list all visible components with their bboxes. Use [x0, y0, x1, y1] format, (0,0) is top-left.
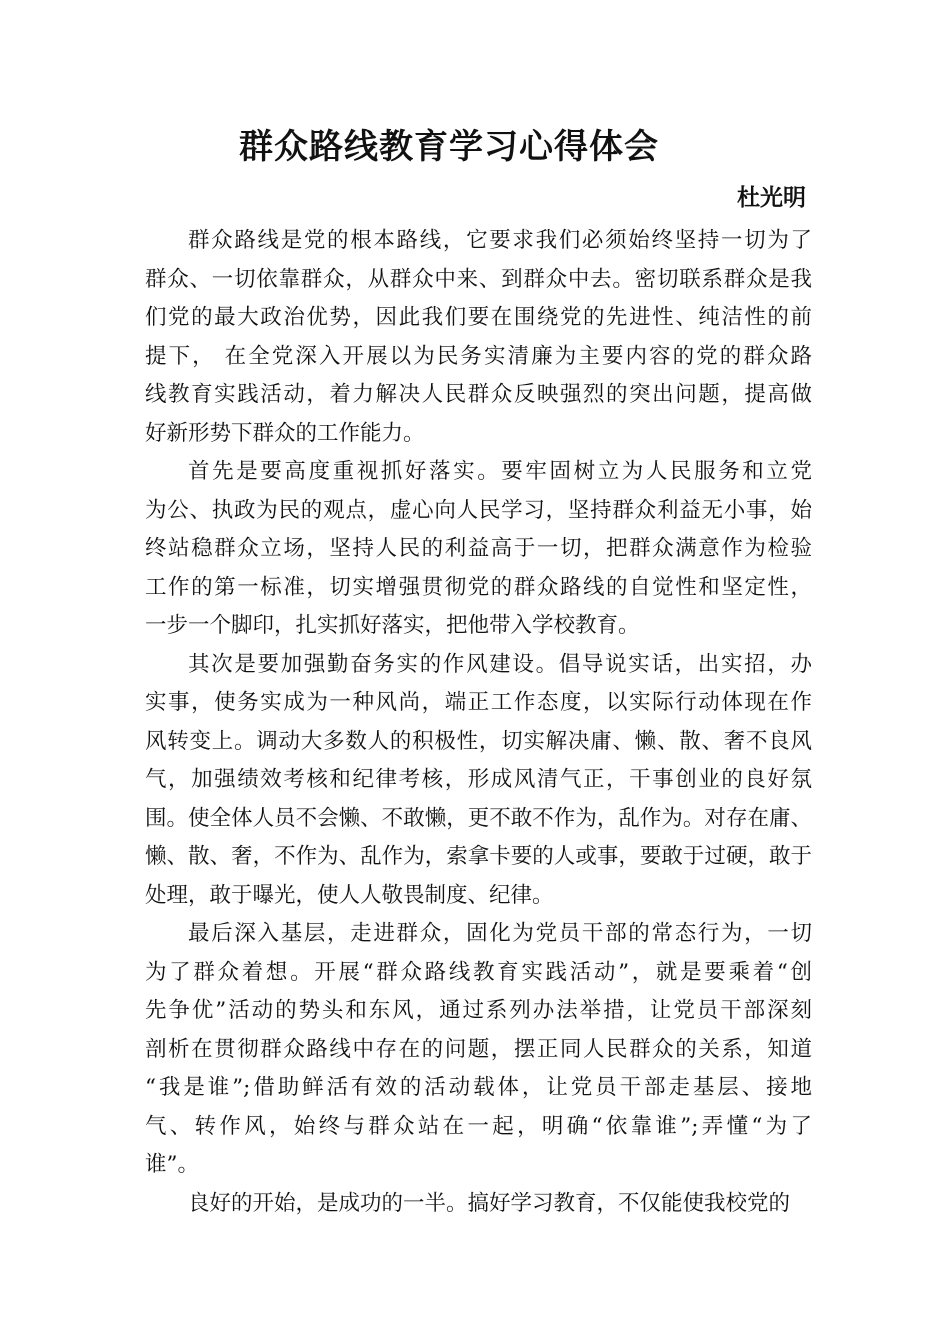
paragraph-line: 线教育实践活动，着力解决人民群众反映强烈的突出问题，提高做 — [145, 382, 812, 407]
paragraph-line: “我是谁”;借助鲜活有效的活动载体，让党员干部走基层、接地 — [145, 1075, 812, 1100]
paragraph-line: 提下， 在全党深入开展以为民务实清廉为主要内容的党的群众路 — [145, 343, 812, 369]
paragraph-line: 剖析在贯彻群众路线中存在的问题，摆正同人民群众的关系，知道 — [145, 1036, 812, 1062]
paragraph-line: 处理，敢于曝光，使人人敬畏制度、纪律。 — [145, 882, 554, 908]
paragraph-line: 终站稳群众立场，坚持人民的利益高于一切，把群众满意作为检验 — [145, 536, 812, 561]
paragraph-line: 实事，使务实成为一种风尚，端正工作态度，以实际行动体现在作 — [145, 690, 812, 715]
paragraph-line: 围。使全体人员不会懒、不敢懒，更不敢不作为，乱作为。对存在庸、 — [145, 805, 812, 831]
body-paragraph — [145, 1185, 812, 1224]
document-body — [145, 222, 812, 1223]
body-paragraph — [145, 915, 812, 1185]
paragraph-line: 工作的第一标准，切实增强贯彻党的群众路线的自觉性和坚定性， — [145, 574, 812, 600]
paragraph-line: 为公、执政为民的观点，虚心向人民学习，坚持群众利益无小事，始 — [145, 497, 812, 523]
paragraph-line: 好新形势下群众的工作能力。 — [145, 420, 425, 446]
document-title: 群众路线教育学习心得体会 — [239, 127, 659, 167]
paragraph-line: 一步一个脚印，扎实抓好落实，把他带入学校教育。 — [145, 613, 640, 638]
paragraph-line: 首先是要高度重视抓好落实。要牢固树立为人民服务和立党 — [188, 459, 812, 484]
paragraph-line: 为了群众着想。开展“群众路线教育实践活动”，就是要乘着“创 — [145, 959, 812, 985]
paragraph-line: 风转变上。调动大多数人的积极性，切实解决庸、懒、散、奢不良风 — [145, 728, 812, 754]
paragraph-line: 气、转作风，始终与群众站在一起，明确“依靠谁”;弄懂“为了 — [145, 1113, 812, 1139]
body-paragraph — [145, 453, 812, 646]
paragraph-line: 群众路线是党的根本路线，它要求我们必须始终坚持一切为了 — [188, 228, 812, 253]
paragraph-line: 其次是要加强勤奋务实的作风建设。倡导说实话，出实招，办 — [188, 651, 812, 677]
body-paragraph — [145, 222, 812, 453]
body-paragraph — [145, 646, 812, 916]
paragraph-line: 先争优”活动的势头和东风，通过系列办法举措，让党员干部深刻 — [145, 998, 812, 1023]
paragraph-line: 良好的开始，是成功的一半。搞好学习教育，不仅能使我校党的 — [188, 1190, 791, 1216]
paragraph-line: 气，加强绩效考核和纪律考核，形成风清气正，干事创业的良好氛 — [145, 767, 812, 792]
paragraph-line: 们党的最大政治优势，因此我们要在围绕党的先进性、纯洁性的前 — [145, 305, 812, 330]
paragraph-line: 懒、散、奢，不作为、乱作为，索拿卡要的人或事，要敢于过硬，敢于 — [145, 844, 812, 869]
paragraph-line: 谁”。 — [145, 1152, 199, 1177]
author-name: 杜光明 — [737, 184, 806, 211]
paragraph-line: 最后深入基层，走进群众，固化为党员干部的常态行为，一切 — [188, 921, 812, 946]
paragraph-line: 群众、一切依靠群众，从群众中来、到群众中去。密切联系群众是我 — [145, 266, 812, 292]
